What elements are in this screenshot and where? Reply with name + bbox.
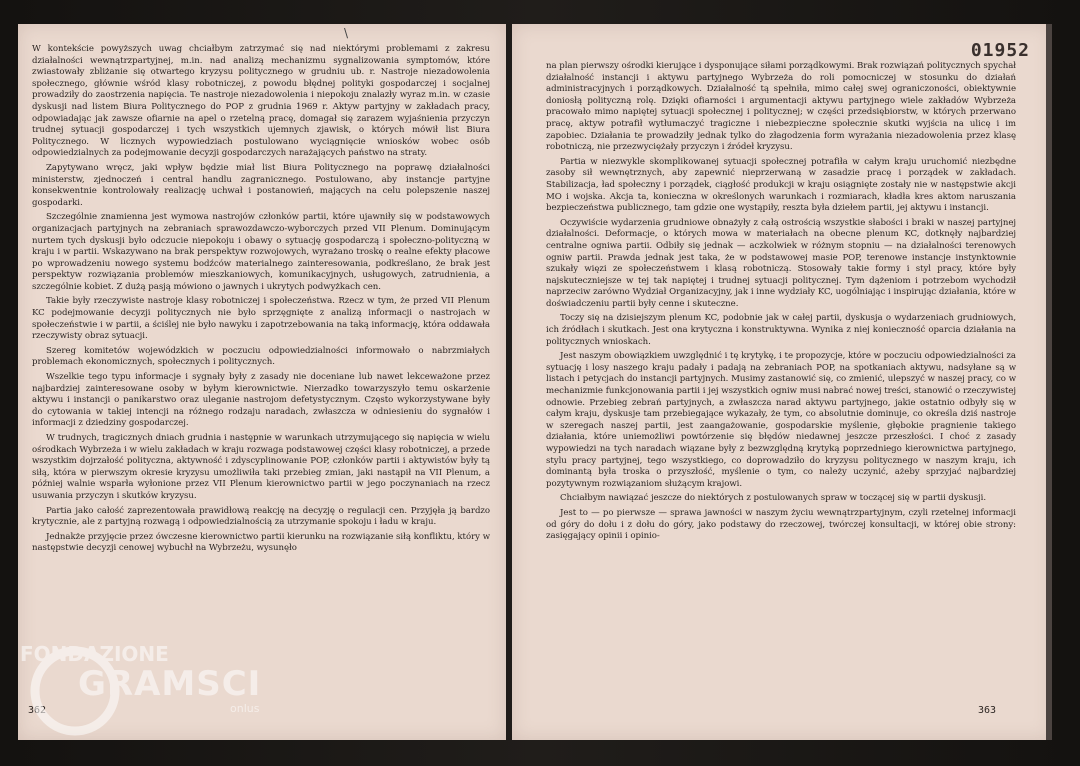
paragraph: W kontekście powyższych uwag chciałbym zatrzymać się nad niektórymi problemami z zakresu działalności wewnątrzpartyjnej, m.in. nad analizą mechanizmu sygnalizowania symptomów, które zwiastowały zbliżanie się otwartego kryzysu politycznego w grudniu ub. r. Nastroje niezadowolenia społecznego, głównie wśród klasy robotniczej, z powodu błędnej polityki gospodarczej i socjalnej prowadziły do zaostrzenia napięcia. Te nastroje niezadowolenia i niepokoju znalazły wyraz m.in. w czasie dyskusji nad listem Biura Politycznego do POP z grudnia 1969 r. Aktyw partyjny w zakładach pracy, odpowiadając jak zawsze ofiarnie na apel o rzetelną pracę, domagał się zarazem wyjaśnienia przyczyn trudnej sytuacji gospodarczej i tych wszystkich ujemnych zjawisk, o których mówił list Biura Politycznego. W licznych wypowiedziach postulowano wyciągnięcie wniosków wobec osób odpowiedzialnych za podejmowanie decyzji gospodarczych narażających państwo na straty. <box>32 44 490 159</box>
left-page-text <box>32 44 490 558</box>
paragraph: Jednakże przyjęcie przez ówczesne kierownictwo partii kierunku na rozwiązanie siłą konfliktu, który w następstwie decyzji cenowej wybuchł na Wybrzeżu, wysunęło <box>32 531 490 554</box>
paragraph: Toczy się na dzisiejszym plenum KC, podobnie jak w całej partii, dyskusja o wydarzeniach grudniowych, ich źródłach i skutkach. Jest ona krytyczna i konstruktywna. Wynika z niej konieczność oparcia działania na politycznych wnioskach. <box>546 313 1016 347</box>
page-number-right: 363 <box>977 705 996 716</box>
paragraph: W trudnych, tragicznych dniach grudnia i następnie w warunkach utrzymującego się napięcia w wielu ośrodkach Wybrzeża i w wielu zakładach w kraju rozwaga podstawowej części klasy robotniczej, a przede wszystkim dojrzałość polityczna, aktywność i zdyscyplinowanie POP, członków partii i aktywistów były tą siłą, która w pierwszym okresie kryzysu umożliwiła taki przebieg zmian, jaki nastąpił na VII Plenum, a później walnie wsparła wyłonione przez VII Plenum kierownictwo partii w jego poczynaniach na rzecz usuwania przyczyn i skutków kryzysu. <box>32 433 490 501</box>
paragraph: Szereg komitetów wojewódzkich w poczuciu odpowiedzialności informowało o nabrzmiałych problemach ekonomicznych, społecznych i politycznych. <box>32 345 490 368</box>
page-number-left: 362 <box>28 705 47 716</box>
paragraph: Wszelkie tego typu informacje i sygnały były z zasady nie doceniane lub nawet lekceważone przez najbardziej zainteresowane osoby w byłym kierownictwie. Nierzadko towarzyszyło temu oskarżenie aktywu i instancji o panikarstwo oraz uleganie nastrojom defetystycznym. Często wykorzystywane były do cytowania w takiej intencji na różnego rodzaju naradach, zwłaszcza w odniesieniu do sygnałów i informacji z dziedziny gospodarczej. <box>32 372 490 429</box>
paragraph: Szczególnie znamienna jest wymowa nastrojów członków partii, które ujawniły się w podstawowych organizacjach partyjnych na zebraniach sprawozdawczo-wyborczych przed VII Plenum. Dominującym nurtem tych dyskusji było odczucie niepokoju i obawy o sytuację gospodarczą i społeczno-polityczną w kraju i w partii. Wskazywano na brak perspektyw rozwojowych, wyrażano troskę o realne efekty płacowe po wprowadzeniu nowego systemu bodźców materialnego zainteresowania, podkreślano, że brak jest perspektyw rozwiązania problemów mieszkaniowych, komunikacyjnych, usługowych, zatrudnienia, a szczególnie kobiet. Z dużą pasją mówiono o jawnych i ukrytych podwyżkach cen. <box>32 212 490 292</box>
paragraph: Jest naszym obowiązkiem uwzględnić i tę krytykę, i te propozycje, które w poczuciu odpowiedzialności za sytuację i losy naszego kraju padały i padają na zebraniach POP, na spotkaniach aktywu, nadsyłane są w listach i petycjach do instancji partyjnych. Musimy zastanowić się, co zmienić, ulepszyć w naszej pracy, co w mechanizmie funkcjonowania partii i jej wszystkich ogniw musi nabrać nowej treści, stanowić o rzeczywistej odnowie. Przebieg zebrań partyjnych, a zwłaszcza narad aktywu partyjnego, jakie ostatnio odbyły się w całym kraju, dyskusje tam przebiegające wykazały, że tym, co absolutnie dominuje, co określa dziś nastroje w szeregach naszej partii, jest zaangażowanie, gospodarskie myślenie, głębokie pragnienie takiego działania, które uniemożliwi powtórzenie się błędów niedawnej jeszcze przeszłości. I choć z zasady wypowiedzi na tych naradach wiązane były z bezwzględną krytyką poprzedniego kierownictwa partyjnego, stylu pracy partyjnej, tego wszystkiego, co doprowadziło do kryzysu politycznego w naszym kraju, ich dominantą była troska o przyszłość, myślenie o tym, co należy uczynić, ażeby sprzyjać najbardziej pozytywnym rozwiązaniom służącym krajowi. <box>546 351 1016 489</box>
paragraph: Partia w niezwykle skomplikowanej sytuacji społecznej potrafiła w całym kraju uruchomić niezbędne zasoby sił wewnętrznych, aby zapewnić nieprzerwaną w zasadzie pracę i porządek w zakładach. Stabilizacja, ład społeczny i porządek, ciągłość produkcji w kraju osiągnięte zostały nie w następstwie akcji MO i wojska. Akcja ta, konieczna w określonych warunkach i rozmiarach, kładła kres aktom naruszania bezpieczeństwa publicznego, tam gdzie one wystąpiły, reszta była dziełem partii, jej aktywu i instancji. <box>546 156 1016 214</box>
left-page <box>18 24 506 740</box>
paragraph: Zapytywano wręcz, jaki wpływ będzie miał list Biura Politycznego na poprawę działalności ministerstw, zjednoczeń i central handlu zagranicznego. Postulowano, aby instancje partyjne konsekwentnie kontrolowały realizację uchwał i postanowień, mających na celu polepszenie naszej gospodarki. <box>32 162 490 208</box>
watermark-sub: onlus <box>230 702 260 715</box>
right-page <box>512 24 1052 740</box>
pencil-mark: \ <box>344 26 349 40</box>
archive-stamp-number: 01952 <box>970 40 1030 61</box>
paragraph: Partia jako całość zaprezentowała prawidłową reakcję na decyzję o regulacji cen. Przyjęła ją bardzo krytycznie, ale z partyjną rozwagą i odpowiedzialnością za utrzymanie spokoju i ładu w kraju. <box>32 505 490 528</box>
watermark-prefix: FONDAZIONE <box>20 642 169 666</box>
paragraph: Takie były rzeczywiste nastroje klasy robotniczej i społeczeństwa. Rzecz w tym, że przed VII Plenum KC podejmowanie decyzji politycznych nie było sprzęgnięte z analizą informacji o nastrojach w społeczeństwie i w partii, a ściślej nie było nawyku i zapotrzebowania na taką informację, która oddawała rzeczywisty obraz sytuacji. <box>32 296 490 342</box>
right-page-text <box>546 61 1016 546</box>
paragraph: na plan pierwszy ośrodki kierujące i dysponujące siłami porządkowymi. Brak rozwiązań politycznych spychał działalność instancji i aktywu partyjnego Wybrzeża do roli pomocniczej w stosunku do działań administracyjnych i porządkowych. Działalność tą spełniła, mimo całej swej ograniczoności, obiektywnie doniosłą polityczną rolę. Dzięki ofiarności i argumentacji aktywu partyjnego wiele zakładów Wybrzeża pracowało mimo napiętej sytuacji społecznej i politycznej; w części przedsiębiorstw, w których przerwano pracę, aktyw potrafił wytłumaczyć tragiczne i niebezpieczne społecznie skutki wyjścia na ulicę i im zapobiec. Działania te prowadziły jednak tylko do złagodzenia form wyrażania niezadowolenia przez klasę robotniczą, nie przezwyciężały przyczyn i źródeł kryzysu. <box>546 61 1017 153</box>
watermark-brand: GRAMSCI <box>78 664 262 704</box>
paragraph: Chciałbym nawiązać jeszcze do niektórych z postulowanych spraw w toczącej się w partii dyskusji. <box>560 493 987 504</box>
paragraph: Oczywiście wydarzenia grudniowe obnażyły z całą ostrością wszystkie słabości i braki w naszej partyjnej działalności. Deformacje, o których mowa w materiałach na obecne plenum KC, dotknęły najbardziej centralne ogniwa partii. Odbiły się jednak — aczkolwiek w różnym stopniu — na działalności terenowych ogniw partii. Prawda jednak jest taka, że w podstawowej masie POP, terenowe instancje instynktownie szukały więzi ze społeczeństwem i klasą robotniczą. Stosowały takie formy i styl pracy, które były najskuteczniejsze w tej tak napiętej i trudnej sytuacji politycznej. Tym dążeniom i potrzebom wychodził naprzeciw zarówno Wydział Organizacyjny, jak i inne wydziały KC, uogólniając i inspirując działania, które w doświadczeniu partii były cenne i skuteczne. <box>546 217 1016 309</box>
paragraph: Jest to — po pierwsze — sprawa jawności w naszym życiu wewnątrzpartyjnym, czyli rzetelnej informacji od góry do dołu i z dołu do góry, jako podstawy do rzeczowej, twórczej konsultacji, w której obie strony: zasięgający opinii i opinio- <box>546 507 1016 542</box>
